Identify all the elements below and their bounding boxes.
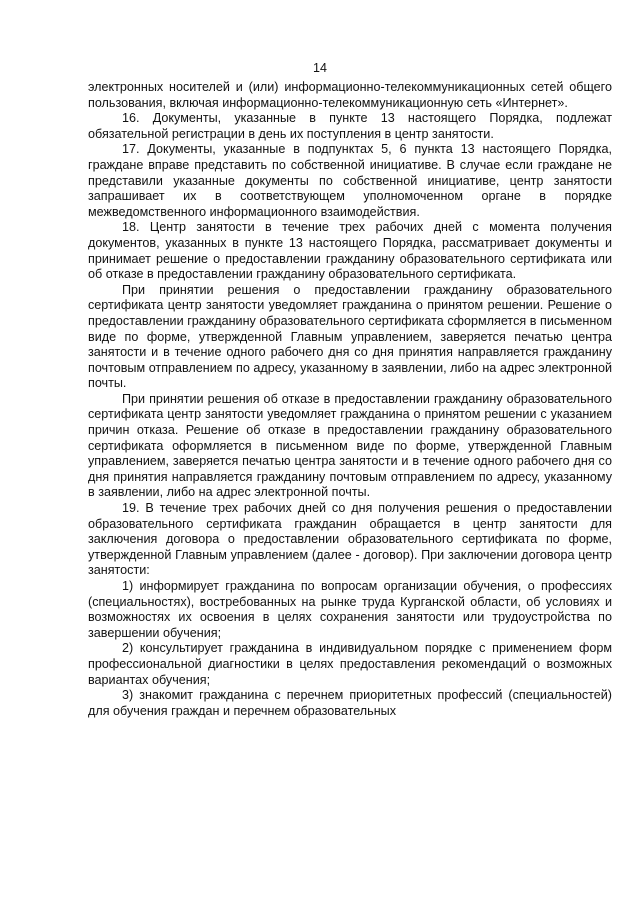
paragraph-item-19: 19. В течение трех рабочих дней со дня получения решения о предоставлении образовательного сертификата гражданин обращается в центр занятости для заключения договора о предоставлении образовательного сертификата по форме, утвержденной Главным управлением (далее - договор). При заключении договора центр занятости: <box>88 501 612 578</box>
page-number: 14 <box>313 61 327 75</box>
paragraph-item-18: 18. Центр занятости в течение трех рабочих дней с момента получения документов, указанных в пункте 13 настоящего Порядка, рассматривает документы и принимает решение о предоставлении гражданину образовательного сертификата или об отказе в предоставлении гражданину образовательного сертификата. <box>88 220 612 282</box>
paragraph-subitem-3: 3) знакомит гражданина с перечнем приоритетных профессий (специальностей) для обучения граждан и перечнем образовательных <box>88 688 612 718</box>
paragraph-item-17: 17. Документы, указанные в подпунктах 5, 6 пункта 13 настоящего Порядка, граждане вправе представить по собственной инициативе. В случае если граждане не представили указанные документы по собственной инициативе, центр занятости запрашивает их в соответствующем уполномоченном органе в порядке межведомственного информационного взаимодействия. <box>88 142 612 219</box>
paragraph-continuation: электронных носителей и (или) информационно-телекоммуникационных сетей общего пользования, включая информационно-телекоммуникационную сеть «Интернет». <box>88 80 612 110</box>
paragraph-subitem-1: 1) информирует гражданина по вопросам организации обучения, о профессиях (специальностях), востребованных на рынке труда Курганской области, об условиях и возможностях их освоения в целях сохранения занятости или трудоустройства по завершении обучения; <box>88 579 612 640</box>
document-body <box>88 80 612 719</box>
paragraph-refusal-decision: При принятии решения об отказе в предоставлении гражданину образовательного сертификата центр занятости уведомляет гражданина о принятом решении с указанием причин отказа. Решение об отказе в предоставлении гражданину образовательного сертификата оформляется в письменном виде по форме, утвержденной Главным управлением, заверяется печатью центра занятости и в течение одного рабочего дня со дня принятия направляется гражданину почтовым отправлением по адресу, указанному в заявлении, либо на адрес электронной почты. <box>88 391 612 500</box>
paragraph-approval-decision: При принятии решения о предоставлении гражданину образовательного сертификата центр занятости уведомляет гражданина о принятом решении. Решение о предоставлении гражданину образовательного сертификата сформляется в письменном виде по форме, утвержденной Главным управлением, заверяется печатью центра занятости и в течение одного рабочего дня со дня принятия направляется гражданину почтовым отправлением по адресу, указанному в заявлении, либо на адрес электронной почты. <box>88 282 612 391</box>
paragraph-subitem-2: 2) консультирует гражданина в индивидуальном порядке с применением форм профессиональной диагностики в целях предоставления рекомендаций о возможных вариантах обучения; <box>88 641 612 687</box>
paragraph-item-16: 16. Документы, указанные в пункте 13 настоящего Порядка, подлежат обязательной регистрации в день их поступления в центр занятости. <box>88 111 612 141</box>
